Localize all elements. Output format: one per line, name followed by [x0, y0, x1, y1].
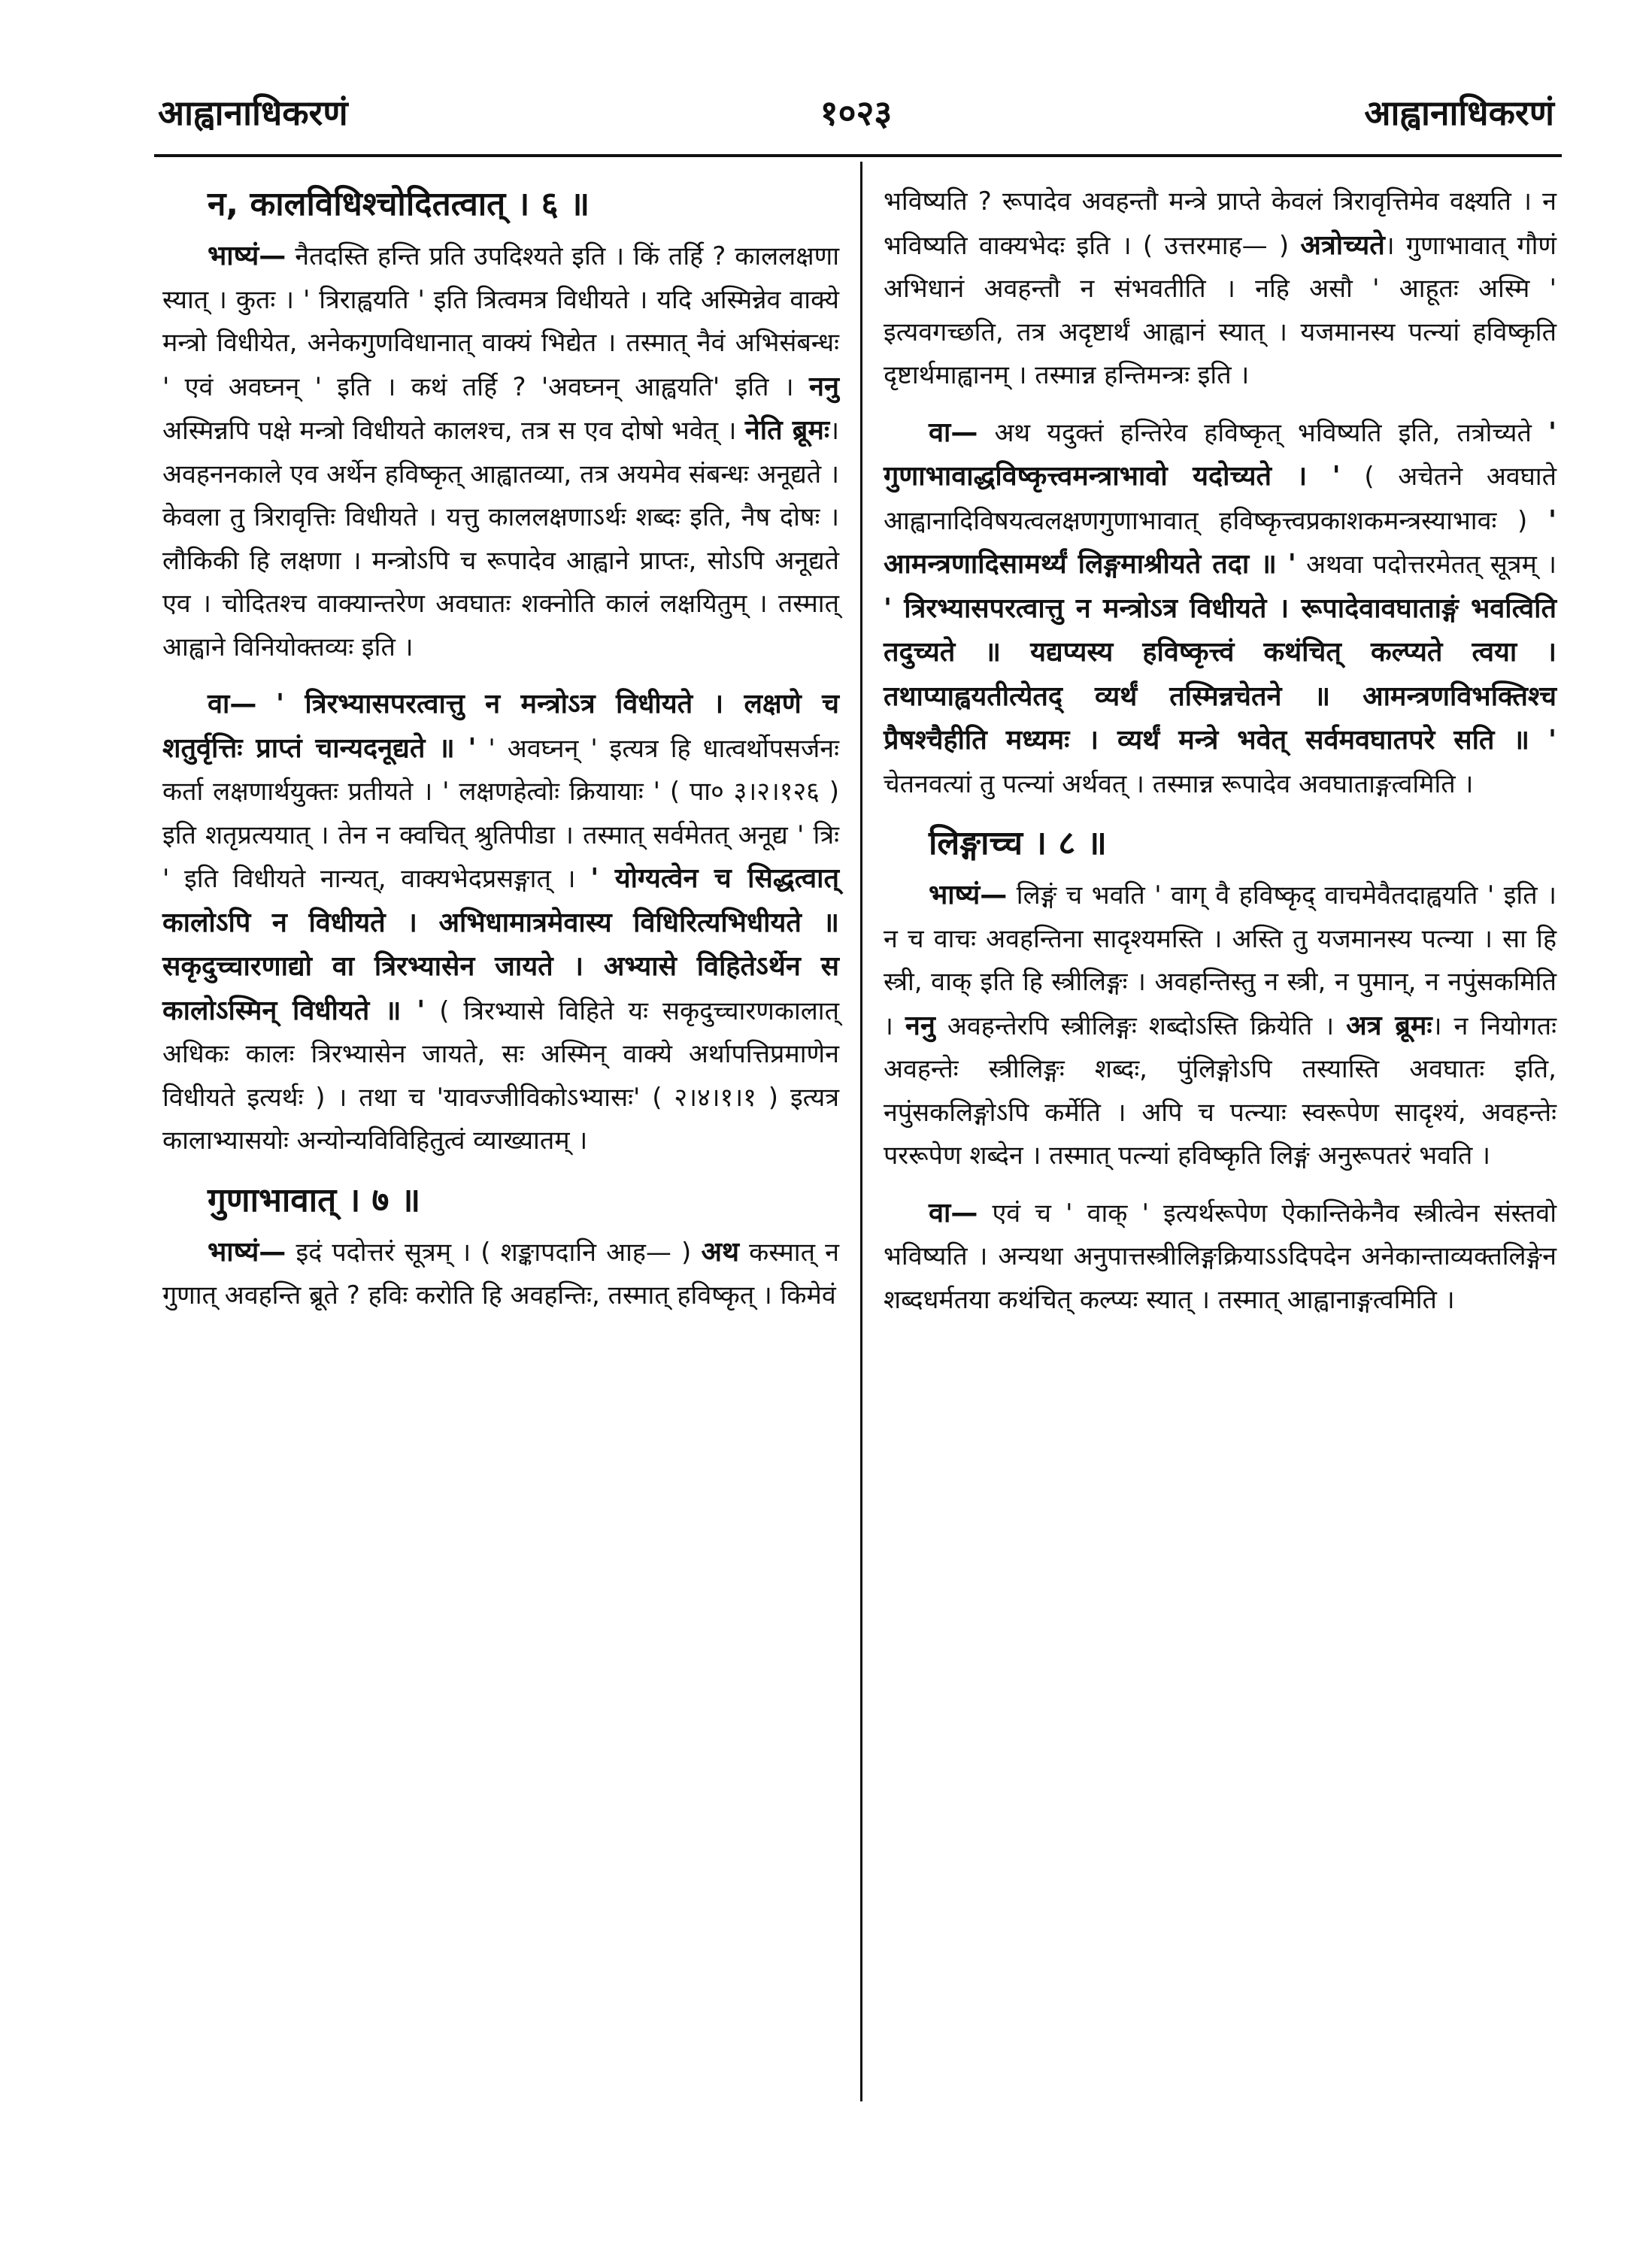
bhashya-paragraph-2 — [162, 1231, 839, 1318]
sutra-7-heading: गुणाभावात् । ७ ॥ — [208, 1180, 421, 1219]
paragraph-text: । न नियोगतः अवहन्तेः स्त्रीलिङ्गः शब्दः, पुंलिङ्गोऽपि तस्यास्ति अवघातः इति, नपुंसकलिङ्गोऽपि कर्मेति । अपि च पत्न्याः स्वरूपेण सादृश्यं, अवहन्तेः पररूपेण शब्देन । तस्मात् पत्न्यां हविष्कृति लिङ्गं अनुरूपतरं भवति । — [884, 1010, 1557, 1171]
running-head-right: आह्वानाधिकरणं — [1364, 92, 1554, 133]
bhashya-label: भाष्यं— — [208, 241, 286, 271]
vartika-label: वा— — [208, 689, 257, 720]
column-divider — [860, 162, 862, 2101]
bold-phrase: ननु — [905, 1010, 935, 1041]
vartika-paragraph-2 — [884, 411, 1557, 807]
sutra-8-heading: लिङ्गाच्च । ८ ॥ — [929, 824, 1107, 862]
paragraph-text: लिङ्गं च भवति ' वाग् वै हविष्कृद् वाचमेवैतदाह्वयति ' इति । न च वाचः अवहन्तिना सादृश्यमस्ति । अस्ति तु यजमानस्य पत्न्या । सा हि स्त्री, वाक् इति हि स्त्रीलिङ्गः । अवहन्तिस्तु न स्त्री, न पुमान्, न नपुंसकमिति । — [884, 880, 1557, 1041]
running-head-left: आह्वानाधिकरणं — [158, 92, 348, 133]
paragraph-text: नैतदस्ति हन्ति प्रति उपदिश्यते इति । किं तर्हि ? काललक्षणा स्यात् । कुतः । ' त्रिराह्वयति ' इति त्रित्वमत्र विधीयते । यदि अस्मिन्नेव वाक्ये मन्त्रो विधीयेत, अनेकगुणविधानात् वाक्यं भिद्येत । तस्मात् नैवं अभिसंबन्धः ' एवं अवघ्नन् ' इति । कथं तर्हि ? 'अवघ्नन् आह्वयति' इति । — [162, 241, 839, 402]
vartika-verse: ' आमन्त्रणादिसामर्थ्यं लिङ्गमाश्रीयते तदा ॥ ' — [884, 504, 1557, 580]
page-number: १०२३ — [820, 92, 893, 133]
vartika-label: वा— — [929, 1197, 978, 1229]
left-column — [162, 180, 839, 1332]
bold-phrase: ननु — [809, 371, 839, 402]
paragraph-text: । अवहननकाले एव अर्थेन हविष्कृत् आह्वातव्या, तत्र अयमेव संबन्धः अनूद्यते । केवला तु त्रिरावृत्तिः विधीयते । यत्तु काललक्षणाऽर्थः शब्दः इति, नैष दोषः । लौकिकी हि लक्षणा । मन्त्रोऽपि च रूपादेव आह्वाने प्राप्तः, सोऽपि अनूद्यते एव । चोदितश्च वाक्यान्तरेण अवघातः शक्नोति कालं लक्षयितुम् । तस्मात् आह्वाने विनियोक्तव्यः इति । — [162, 416, 840, 662]
vartika-paragraph-1 — [162, 683, 839, 1163]
paragraph-text: ( त्रिरभ्यासे विहिते यः सकृदुच्चारणकालात् अधिकः कालः त्रिरभ्यासेन जायते, सः अस्मिन् वाक्ये अर्थापत्तिप्रमाणेन विधीयते इत्यर्थः ) । तथा च 'यावज्जीविकोऽभ्यासः' ( २।४।१।१ ) इत्यत्र कालाभ्यासयोः अन्योन्यविविहितुत्वं व्याख्यातम् । — [162, 995, 839, 1156]
vartika-verse: ' गुणाभावाद्धविष्कृत्त्वमन्त्राभावो यदोच्यते । ' — [884, 417, 1557, 492]
paragraph-text: चेतनवत्यां तु पत्न्यां अर्थवत् । तस्मान्न रूपादेव अवघाताङ्गत्वमिति । — [884, 768, 1474, 799]
paragraph-text: अस्मिन्नपि पक्षे मन्त्रो विधीयते कालश्च, तत्र स एव दोषो भवेत् । — [162, 416, 737, 446]
running-head — [158, 89, 1554, 149]
paragraph-text: । गुणाभावात् गौणं अभिधानं अवहन्तौ न संभवतीति । नहि असौ ' आहूतः अस्मि ' इत्यवगच्छति, तत्र अदृष्टार्थं आह्वानं स्यात् । यजमानस्य पत्न्यां हविष्कृति दृष्टार्थमाह्वानम् । तस्मान्न हन्तिमन्त्रः इति । — [884, 230, 1557, 390]
header-rule — [154, 154, 1562, 157]
paragraph-text: भविष्यति ? रूपादेव अवहन्तौ मन्त्रे प्राप्ते केवलं त्रिरावृत्तिमेव वक्ष्यति । न भविष्यति वाक्यभेदः इति । ( उत्तरमाह— ) — [884, 186, 1557, 261]
bhashya-label: भाष्यं— — [929, 880, 1008, 910]
bold-phrase: अत्र ब्रूमः — [1346, 1010, 1432, 1041]
vartika-verse: ' त्रिरभ्यासपरत्वात्तु न मन्त्रोऽत्र विधीयते । लक्षणे च शतुर्वृत्तिः प्राप्तं चान्यदनूद्यते ॥ ' — [162, 689, 839, 764]
paragraph-text: ( अचेतने अवघाते आह्वानादिविषयत्वलक्षणगुणाभावात् हविष्कृत्त्वप्रकाशकमन्त्रस्याभावः ) — [884, 462, 1557, 536]
bold-phrase: अथ — [701, 1236, 739, 1268]
paragraph-text: अथवा पदोत्तरमेतत् सूत्रम् । — [1306, 550, 1557, 580]
bold-phrase: अत्रोच्यते — [1300, 229, 1385, 261]
paragraph-text: ' अवघ्नन् ' इत्यत्र हि धात्वर्थोपसर्जनः कर्ता लक्षणार्थयुक्तः प्रतीयते । ' लक्षणहेत्वोः क्रियायाः ' ( पा० ३।२।१२६ ) इति शतृप्रत्ययात् । तेन न क्वचित् श्रुतिपीडा । तस्मात् सर्वमेतत् अनूद्य ' त्रिः ' इति विधीयते नान्यत्, वाक्यभेदप्रसङ्गात् । — [162, 733, 839, 894]
paragraph-text: इदं पदोत्तरं सूत्रम् । ( शङ्कापदानि आह— ) — [296, 1237, 692, 1268]
vartika-verse: ' योग्यत्वेन च सिद्धत्वात् कालोऽपि न विधीयते । अभिधामात्रमेवास्य विधिरित्यभिधीयते ॥ सकृदुच्चारणाद्यो वा त्रिरभ्यासेन जायते । अभ्यासे विहितेऽर्थेन स कालोऽस्मिन् विधीयते ॥ ' — [162, 863, 840, 1026]
vartika-label: वा— — [929, 417, 978, 448]
bhashya-continuation — [884, 180, 1557, 398]
paragraph-text: अवहन्तेरपि स्त्रीलिङ्गः शब्दोऽस्ति क्रियेति । — [947, 1010, 1335, 1041]
paragraph-text: एवं च ' वाक् ' इत्यर्थरूपेण ऐकान्तिकेनैव स्त्रीत्वेन संस्तवो भविष्यति । अन्यथा अनुपात्तस्त्रीलिङ्गक्रियाऽऽदिपदेन अनेकान्ताव्यक्तलिङ्गेन शब्दधर्मतया कथंचित् कल्प्यः स्यात् । तस्मात् आह्वानाङ्गत्वमिति । — [884, 1198, 1557, 1315]
vartika-paragraph-3 — [884, 1192, 1557, 1322]
paragraph-text: कस्मात् न गुणात् अवहन्ति ब्रूते ? हविः करोति हि अवहन्तिः, तस्मात् हविष्कृत् । किमेवं — [162, 1237, 839, 1310]
sutra-6-heading: न, कालविधिश्चोदितत्वात् । ६ ॥ — [208, 185, 590, 223]
bold-phrase: नेति ब्रूमः — [744, 415, 830, 446]
bhashya-paragraph-1 — [162, 235, 839, 669]
right-column — [884, 180, 1557, 1335]
paragraph-text: अथ यदुक्तं हन्तिरेव हविष्कृत् भविष्यति इति, तत्रोच्यते — [994, 417, 1532, 448]
bhashya-label: भाष्यं— — [208, 1236, 286, 1268]
bhashya-paragraph-3 — [884, 874, 1557, 1178]
vartika-verse: ' त्रिरभ्यासपरत्वात्तु न मन्त्रोऽत्र विधीयते । रूपादेवावघाताङ्गं भवत्विति तदुच्यते ॥ यद्यप्यस्य हविष्कृत्त्वं कथंचित् कल्प्यते त्वया । तथाप्याह्वयतीत्येतद् व्यर्थं तस्मिन्नचेतने ॥ आमन्त्रणविभक्तिश्च प्रैषश्चैहीति मध्यमः । व्यर्थं मन्त्रे भवेत् सर्वमवघातपरे सति ॥ ' — [884, 592, 1557, 756]
